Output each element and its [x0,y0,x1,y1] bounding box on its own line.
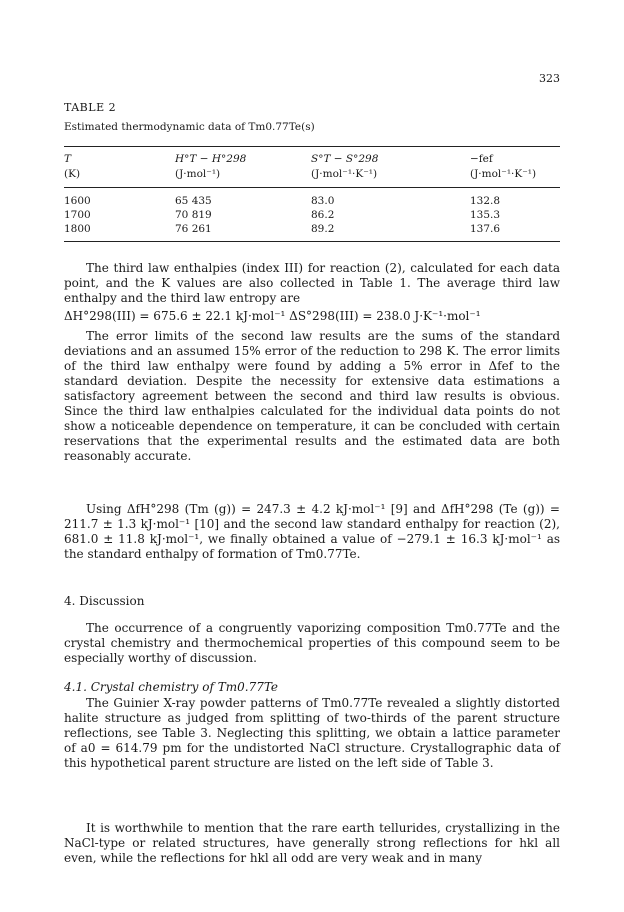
body-paragraph: The third law enthalpies (index III) for reaction (2), calculated for each data point, and the K values are also collected in Table 1. The average third law enthalpy and the third law entropy are [64,261,560,305]
table-cell: 1600 [64,195,91,207]
equation: ΔH°298(III) = 675.6 ± 22.1 kJ·mol⁻¹ ΔS°298(III) = 238.0 J·K⁻¹·mol⁻¹ [64,309,481,323]
table-header-entropy-unit: (J·mol⁻¹·K⁻¹) [311,168,378,180]
table-label: TABLE 2 [64,101,117,114]
table-cell: 137.6 [470,223,501,235]
table-header-entropy-symbol: S°T − S°298 [311,153,379,165]
table-top-rule [64,146,560,147]
table-cell: 65 435 [175,195,212,207]
table-cell: 132.8 [470,195,501,207]
table-cell: 76 261 [175,223,212,235]
table-header-t-unit: (K) [64,168,81,180]
body-paragraph: Using ΔfH°298 (Tm (g)) = 247.3 ± 4.2 kJ·mol⁻¹ [9] and ΔfH°298 (Te (g)) = 211.7 ± 1.3 kJ·mol⁻¹ [10] and the second law standard enthalpy for reaction (2), 681.0 ± 11.8 kJ·mol⁻¹, we finally obtained a value of −279.1 ± 16.3 kJ·mol⁻¹ as the standard enthalpy of formation of Tm0.77Te. [64,502,560,561]
section-heading: 4. Discussion [64,594,145,608]
table-cell: 135.3 [470,209,501,221]
table-header-rule [64,187,560,188]
table-caption: Estimated thermodynamic data of Tm0.77Te(s) [64,121,315,133]
table-cell: 86.2 [311,209,335,221]
table-header-enthalpy-symbol: H°T − H°298 [175,153,247,165]
table-cell: 70 819 [175,209,212,221]
subsection-heading: 4.1. Crystal chemistry of Tm0.77Te [64,680,279,694]
table-cell: 83.0 [311,195,335,207]
body-paragraph: The Guinier X-ray powder patterns of Tm0.77Te revealed a slightly distorted halite structure as judged from splitting of two-thirds of the parent structure reflections, see Table 3. Neglecting this splitting, we obtain a lattice parameter of a0 = 614.79 pm for the undistorted NaCl structure. Crystallographic data of this hypothetical parent structure are listed on the left side of Table 3. [64,696,560,770]
body-paragraph: The error limits of the second law results are the sums of the standard deviations and an assumed 15% error of the reduction to 298 K. The error limits of the third law enthalpy were found by adding a 5% error in Δfef to the standard deviation. Despite the necessity for extensive data estimations a satisfactory agreement between the second and third law results is obvious. Since the third law enthalpies calculated for the individual data points do not show a noticeable dependence on temperature, it can be concluded with certain reservations that the experimental results and the estimated data are both reasonably accurate. [64,329,560,463]
table-cell: 1700 [64,209,91,221]
table-cell: 89.2 [311,223,335,235]
table-header-fef-symbol: −fef [470,153,493,165]
table-header-t-symbol: T [64,153,72,165]
table-header-fef-unit: (J·mol⁻¹·K⁻¹) [470,168,537,180]
table-header-enthalpy-unit: (J·mol⁻¹) [175,168,221,180]
page-number: 323 [539,72,560,85]
body-paragraph: The occurrence of a congruently vaporizing composition Tm0.77Te and the crystal chemistry and thermochemical properties of this compound seem to be especially worthy of discussion. [64,621,560,665]
table-bottom-rule [64,241,560,242]
body-paragraph: It is worthwhile to mention that the rare earth tellurides, crystallizing in the NaCl-type or related structures, have generally strong reflections for hkl all even, while the reflections for hkl all odd are very weak and in many [64,821,560,865]
table-cell: 1800 [64,223,91,235]
